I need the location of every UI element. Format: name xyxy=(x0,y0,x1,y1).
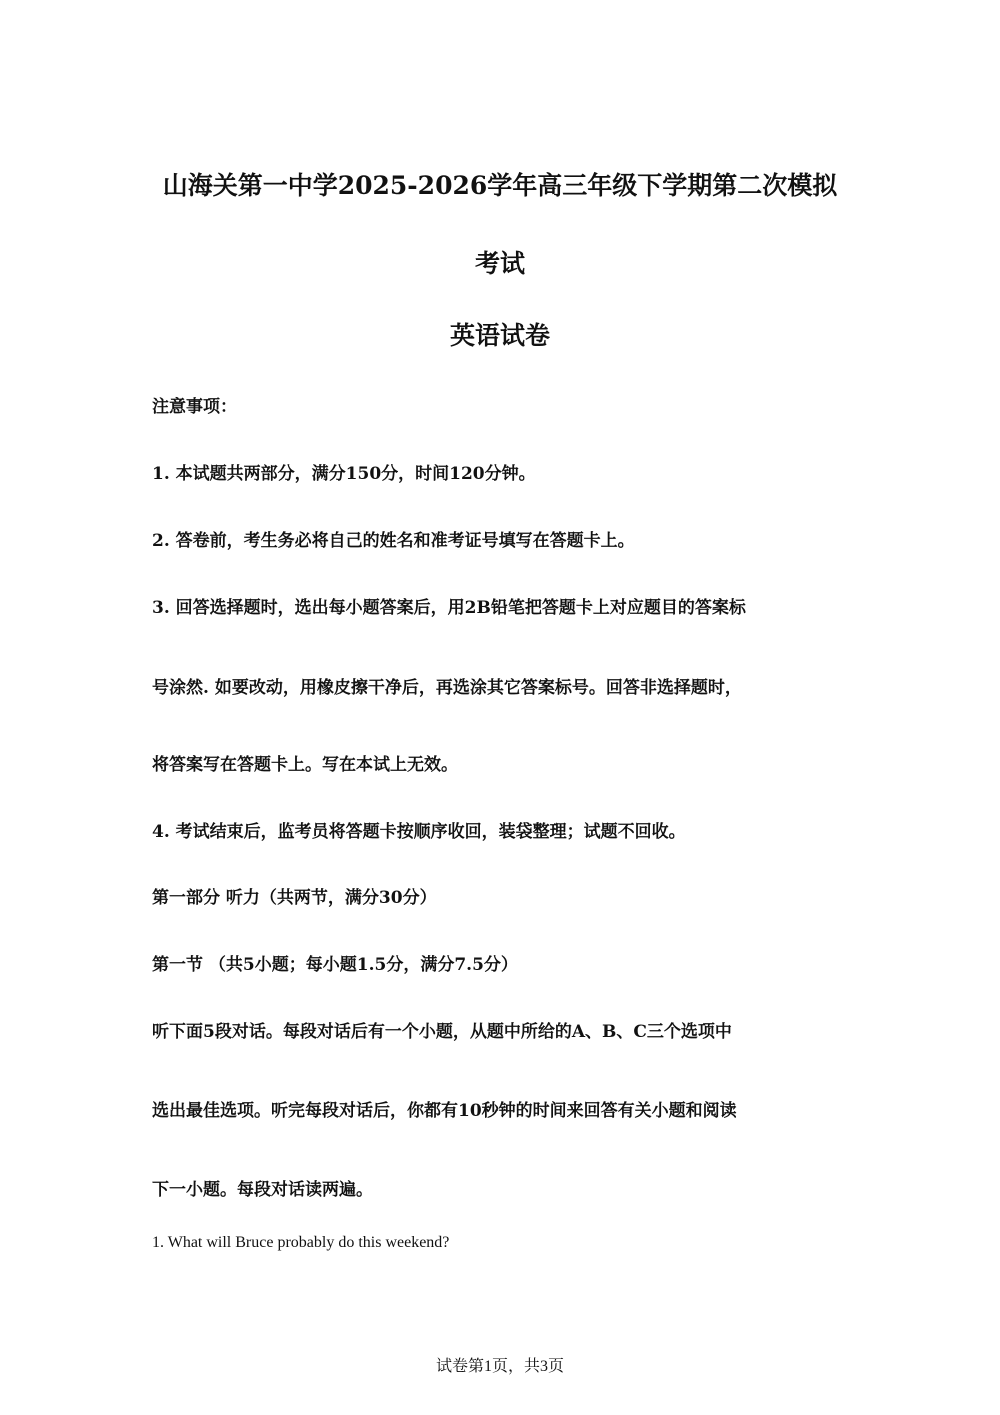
instructions-line-1: 听下面5段对话。每段对话后有一个小题，从题中所给的A、B、C三个选项中 xyxy=(152,1022,732,1042)
notice-item-1: 1. 本试题共两部分，满分150分，时间120分钟。 xyxy=(152,464,536,484)
notice-heading: 注意事项： xyxy=(152,397,237,417)
notice-item-3-line-2: 号涂然. 如要改动，用橡皮擦干净后，再选涂其它答案标号。回答非选择题时， xyxy=(152,678,742,698)
part-1-heading: 第一部分 听力（共两节，满分30分） xyxy=(152,888,437,908)
question-1: 1. What will Bruce probably do this weekend? xyxy=(152,1234,450,1251)
notice-item-3-line-1: 3. 回答选择题时，选出每小题答案后，用2B铅笔把答题卡上对应题目的答案标 xyxy=(152,598,746,618)
instructions-line-3: 下一小题。每段对话读两遍。 xyxy=(152,1180,373,1200)
instructions-line-2: 选出最佳选项。听完每段对话后，你都有10秒钟的时间来回答有关小题和阅读 xyxy=(152,1101,737,1121)
notice-item-4: 4. 考试结束后，监考员将答题卡按顺序收回，装袋整理；试题不回收。 xyxy=(152,822,686,842)
page-footer: 试卷第1页，共3页 xyxy=(435,1358,564,1375)
section-1-heading: 第一节 （共5小题；每小题1.5分，满分7.5分） xyxy=(152,955,518,975)
exam-title-line-1: 山海关第一中学2025-2026学年高三年级下学期第二次模拟 xyxy=(162,171,838,200)
exam-title-line-2: 考试 xyxy=(474,249,525,278)
notice-item-2: 2. 答卷前，考生务必将自己的姓名和准考证号填写在答题卡上。 xyxy=(152,531,635,551)
notice-item-3-line-3: 将答案写在答题卡上。写在本试上无效。 xyxy=(152,755,458,775)
exam-subtitle: 英语试卷 xyxy=(449,321,550,350)
